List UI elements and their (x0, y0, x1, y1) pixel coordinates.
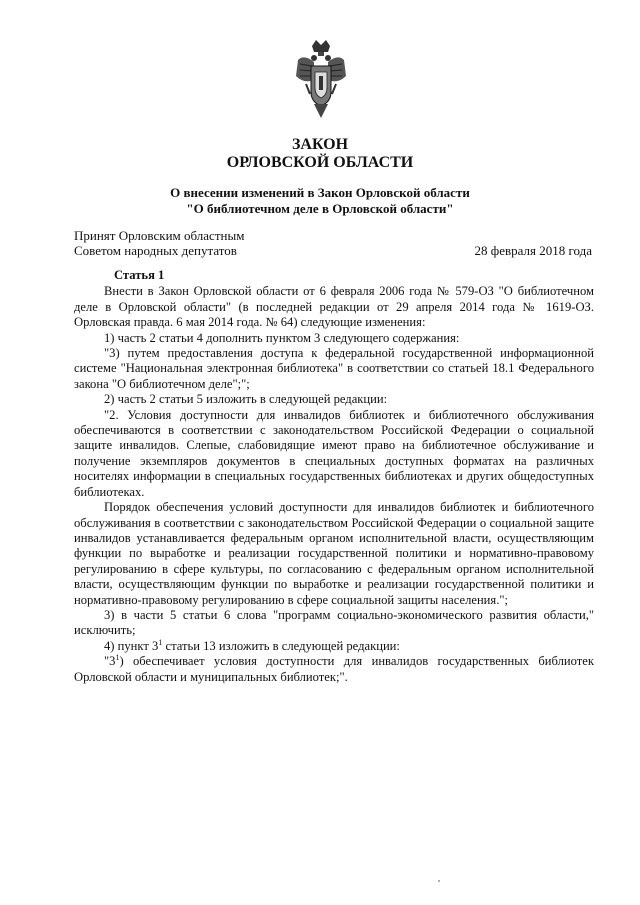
amendment-4-text-sup: 1 (115, 652, 120, 662)
amendment-2-text-cont: Порядок обеспечения условий доступности для инвалидов библиотек и библиотечного обслуживания в соответствии с законодательством Российской Федерации о социальной защите инвалидов устанавливается федеральным органом исполнительной власти, осуществляющим функции по выработке и реализации государственной политики и нормативно-правовому регулированию в сфере культуры, по согласованию с федеральным органом исполнительной власти, осуществляющим функции по выработке и реализации государственной политики и нормативно-правовому регулированию в сфере социальной защиты населения."; (74, 500, 594, 607)
amendment-4-text (74, 654, 594, 685)
amendment-2: 2) часть 2 статьи 5 изложить в следующей редакции: (104, 392, 388, 407)
law-title: ЗАКОН (291, 136, 349, 153)
law-region-title: ОРЛОВСКОЙ ОБЛАСТИ (226, 154, 414, 171)
article-heading: Статья 1 (114, 268, 165, 282)
article-body (74, 268, 594, 685)
law-subtitle-line2: "О библиотечном деле в Орловской области" (186, 201, 454, 216)
coat-of-arms-icon (294, 40, 348, 122)
amendment-4-text-a: "3 (104, 654, 116, 669)
adoption-line2: Советом народных депутатов (74, 243, 237, 258)
amendment-4 (74, 639, 594, 654)
amendment-4-text-b: ) обеспечивает условия доступности для инвалидов государственных библиотек Орловской области и муниципальных библиотек;". (74, 654, 594, 684)
scan-speck (438, 880, 440, 882)
adoption-line1: Принят Орловским областным (74, 228, 245, 243)
amendment-1-text: "3) путем предоставления доступа к федеральной государственной информационной системе "Национальная электронная библиотека" в соответствии со статьей 18.1 Федерального закона "О библиотечном деле";"; (74, 346, 594, 391)
amendment-4-part-a: 4) пункт 3 (104, 638, 159, 653)
amendment-4-part-b: статьи 13 изложить в следующей редакции: (162, 638, 400, 653)
amendment-3: 3) в части 5 статьи 6 слова "программ социально-экономического развития области," исключить; (74, 607, 594, 638)
amendment-1: 1) часть 2 статьи 4 дополнить пунктом 3 следующего содержания: (104, 330, 460, 345)
adoption-date: 28 февраля 2018 года (474, 243, 592, 258)
law-subtitle-line1: О внесении изменений в Закон Орловской области (170, 185, 470, 200)
amendment-2-text: "2. Условия доступности для инвалидов библиотек и библиотечного обслуживания обеспечиваются в соответствии с законодательством Российской Федерации о социальной защите инвалидов. Слепые, слабовидящие имеют право на библиотечное обслуживание и получение экземпляров документов в специальных доступных форматах на различных носителях информации в специальных государственных библиотеках и других общедоступных библиотеках. (74, 407, 594, 499)
amendment-4-sup: 1 (158, 637, 163, 647)
article-intro: Внести в Закон Орловской области от 6 февраля 2006 года № 579-ОЗ "О библиотечном деле в Орловской области" (в последней редакции от 29 апреля 2014 года № 1619-ОЗ. Орловская правда. 6 мая 2014 года. № 64) следующие изменения: (74, 284, 594, 330)
